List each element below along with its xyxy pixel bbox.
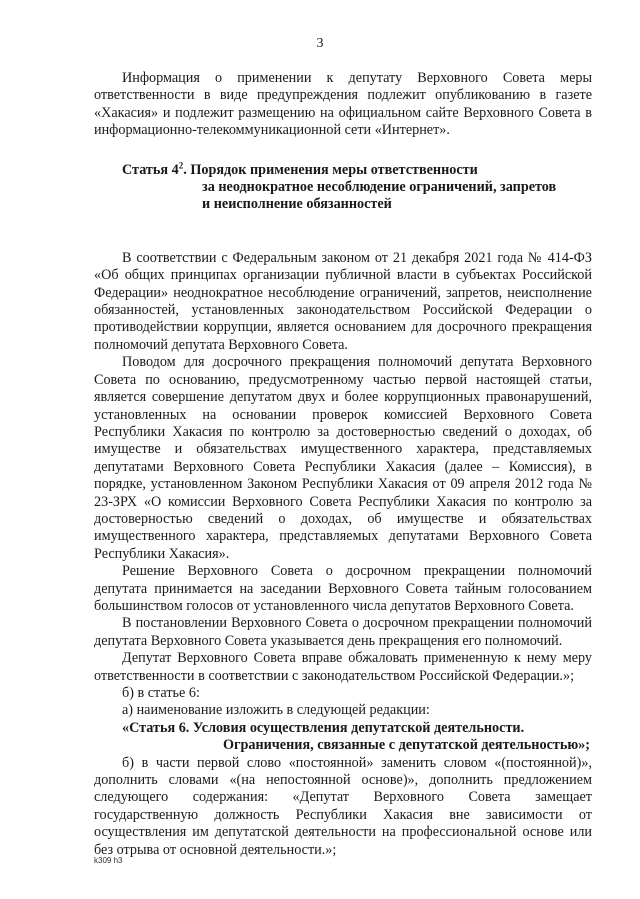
item-b-article6: б) в статье 6: bbox=[122, 685, 200, 701]
heading-superscript: 2 bbox=[178, 159, 184, 170]
heading-line-1 bbox=[94, 159, 592, 179]
paragraph-5: Депутат Верховного Совета вправе обжаловать примененную к нему меру ответственности в соответствии с законодательством Российской Федерации.»; bbox=[94, 650, 592, 684]
heading-prefix: Статья 4 bbox=[122, 161, 179, 178]
paragraph-1: В соответствии с Федеральным законом от 21 декабря 2021 года № 414-ФЗ «Об общих принципах организации публичной власти в субъектах Российской Федерации» неоднократное несоблюдение ограничений, запретов, неисполнение обязанностей, установленных законодательством Российской Федерации о противодействии коррупции, является основанием для досрочного прекращения полномочий депутата Верховного Совета. bbox=[94, 249, 592, 353]
article-heading bbox=[94, 159, 592, 214]
paragraph-3: Решение Верховного Совета о досрочном прекращении полномочий депутата принимается на заседании Верховного Совета тайным голосованием большинством голосов от установленного числа депутатов Верховного Совета. bbox=[94, 563, 592, 614]
paragraph-2: Поводом для досрочного прекращения полномочий депутата Верховного Совета по основанию, предусмотренному частью первой настоящей статьи, является совершение депутатом двух и более коррупционных правонарушений, установленных на основании проверок комиссией Верховного Совета Республики Хакасия по контролю за достоверностью сведений о доходах, об имуществе и обязательствах имущественного характера, представляемых депутатами Верховного Совета Республики Хакасия (далее – Комиссия), в порядке, установленном Законом Республики Хакасия от 09 апреля 2012 года № 23-ЗРХ «О комиссии Верховного Совета Республики Хакасия по контролю за достоверностью сведений о доходах, об имуществе и обязательствах имущественного характера, представляемых депутатами Верховного Совета Республики Хакасия». bbox=[94, 354, 592, 562]
item-b-part1: б) в части первой слово «постоянной» заменить словом «(постоянной)», дополнить словами «(на непостоянной основе)», дополнить предложением следующего содержания: «Депутат Верховного Совета замещает государственную должность Республики Хакасия вне зависимости от осуществления им депутатской деятельности на профессиональной основе или без отрыва от основной деятельности.»; bbox=[94, 754, 592, 858]
item-a-title: а) наименование изложить в следующей редакции: bbox=[122, 702, 430, 719]
heading-line1-rest: . Порядок применения меры ответственности bbox=[183, 161, 478, 178]
heading-line-3: и неисполнение обязанностей bbox=[202, 196, 392, 213]
spacer bbox=[94, 140, 592, 162]
heading-line-2: за неоднократное несоблюдение ограничений, запретов bbox=[202, 179, 557, 196]
article6-title-line1: «Статья 6. Условия осуществления депутатской деятельности. bbox=[122, 719, 525, 736]
intro-paragraph: Информация о применении к депутату Верховного Совета меры ответственности в виде предупреждения подлежит опубликованию в газете «Хакасия» и подлежит размещению на официальном сайте Верховного Совета в информационно-телекоммуникационной сети «Интернет». bbox=[94, 70, 592, 139]
page-number: 3 bbox=[316, 36, 324, 51]
footer-code: k309 h3 bbox=[94, 856, 123, 865]
paragraph-4: В постановлении Верховного Совета о досрочном прекращении полномочий депутата Верховного Совета указывается день прекращения его полномочий. bbox=[94, 615, 592, 649]
document-body bbox=[94, 70, 592, 859]
article6-title-line2: Ограничения, связанные с депутатской деятельностью»; bbox=[222, 737, 590, 754]
spacer bbox=[94, 214, 592, 250]
